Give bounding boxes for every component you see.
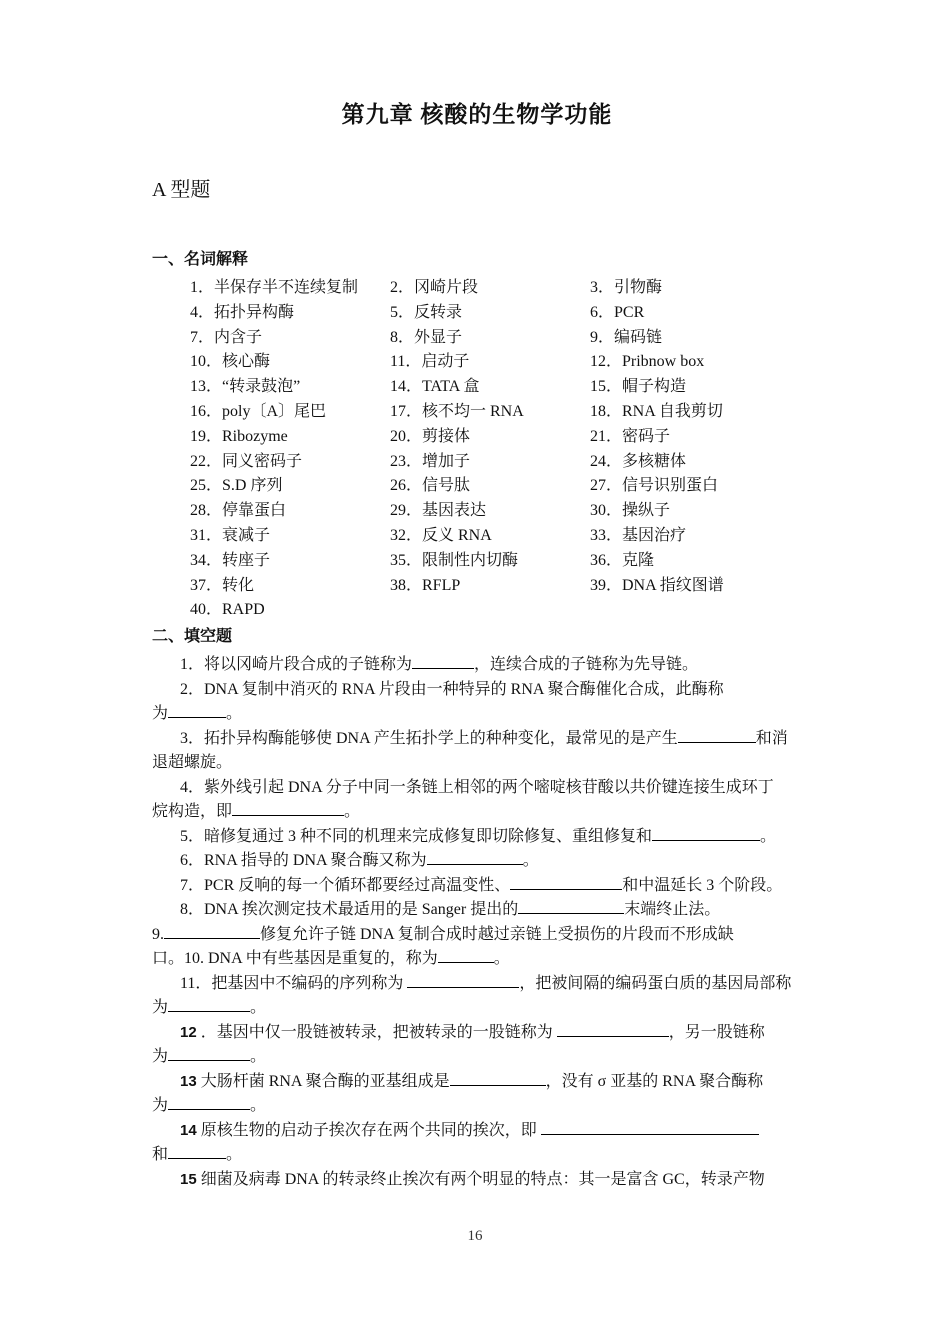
term-item: 19．Ribozyme — [190, 427, 288, 445]
question-text: 为 — [152, 999, 169, 1017]
term-item: 23．增加子 — [390, 452, 471, 470]
blank-line — [652, 826, 760, 841]
question-text: 7．PCR 反响的每一个循环都要经过高温变性、 — [180, 876, 511, 894]
blank-line — [168, 1144, 226, 1159]
section-a-heading: A 型题 — [152, 179, 211, 201]
question-text: 1．将以冈崎片段合成的子链称为 — [180, 656, 413, 674]
term-item: 22．同义密码子 — [190, 452, 303, 470]
question-text: 大肠杆菌 RNA 聚合酶的亚基组成是 — [196, 1072, 450, 1090]
question-text: 。 — [250, 1048, 267, 1066]
term-item: 32．反义 RNA — [390, 526, 492, 544]
question-text: 11．把基因中不编码的序列称为 — [180, 974, 408, 992]
blank-line — [168, 997, 250, 1012]
term-item: 4．拓扑异构酶 — [190, 303, 295, 321]
question-number: 13 — [180, 1072, 197, 1090]
question-item — [152, 923, 802, 972]
question-text: 8．DNA 挨次测定技术最适用的是 Sanger 提出的 — [180, 901, 519, 919]
question-number: 14 — [180, 1121, 197, 1139]
question-item — [152, 972, 802, 1021]
term-item: 30．操纵子 — [590, 502, 671, 520]
question-text: 和 — [152, 1146, 169, 1164]
question-text: 9. — [152, 925, 164, 943]
term-item: 20．剪接体 — [390, 427, 471, 445]
questions-list — [152, 653, 802, 1192]
term-item: 7．内含子 — [190, 328, 263, 346]
question-text: 细菌及病毒 DNA 的转录终止挨次有两个明显的特点：其一是富含 GC，转录产物 — [196, 1170, 765, 1188]
question-text: 。 — [493, 950, 510, 968]
question-text: 退超螺旋。 — [152, 754, 233, 772]
question-text: 6．RNA 指导的 DNA 聚合酶又称为 — [180, 852, 427, 870]
question-item — [152, 898, 802, 923]
term-item: 28．停靠蛋白 — [190, 502, 287, 520]
question-text: 3．拓扑异构酶能够使 DNA 产生拓扑学上的种种变化，最常见的是产生 — [180, 729, 678, 747]
term-item: 26．信号肽 — [390, 477, 471, 495]
question-text: ，另一股链称 — [668, 1023, 765, 1041]
term-item: 2．冈崎片段 — [390, 279, 479, 296]
question-item — [152, 727, 802, 776]
fill-in-blanks-section — [152, 625, 802, 1192]
term-item: 24．多核糖体 — [590, 452, 687, 470]
question-text: 。 — [226, 1146, 243, 1164]
term-item: 39．DNA 指纹图谱 — [590, 576, 724, 594]
question-text: 。 — [250, 1097, 267, 1115]
terms-section — [152, 248, 802, 623]
term-item: 8．外显子 — [390, 328, 463, 346]
term-item: 1．半保存半不连续复制 — [190, 279, 359, 296]
term-item: 11．启动子 — [390, 353, 470, 371]
question-number: 15 — [180, 1170, 197, 1188]
question-item — [152, 874, 802, 899]
question-text: 5．暗修复通过 3 种不同的机理来完成修复即切除修复、重组修复和 — [180, 827, 653, 845]
blank-line — [168, 1095, 250, 1110]
term-item: 15．帽子构造 — [590, 378, 687, 396]
blanks-heading: 二、填空题 — [152, 628, 233, 646]
question-number: 12 — [180, 1023, 197, 1041]
term-item: 10．核心酶 — [190, 353, 271, 371]
question-text: 为 — [152, 705, 169, 723]
question-text: 和消 — [755, 729, 788, 747]
term-item: 9．编码链 — [590, 328, 663, 346]
question-text: ，没有 σ 亚基的 RNA 聚合酶称 — [545, 1072, 764, 1090]
blank-line — [168, 1046, 250, 1061]
question-item — [152, 1168, 802, 1193]
question-text: 口。10. DNA 中有些基因是重复的，称为 — [152, 950, 438, 968]
blank-line — [438, 948, 494, 963]
question-text: 末端终止法。 — [624, 901, 721, 919]
question-item — [152, 776, 802, 825]
question-text: 。 — [250, 999, 267, 1017]
blank-line — [164, 924, 260, 939]
page-number: 16 — [467, 1228, 483, 1244]
question-item — [152, 1070, 802, 1119]
question-item — [152, 1021, 802, 1070]
question-text: 。 — [760, 827, 777, 845]
term-item: 38．RFLP — [390, 576, 461, 594]
question-item — [152, 849, 802, 874]
blank-line — [427, 850, 523, 865]
question-text: 为 — [152, 1097, 169, 1115]
term-item: 36．克隆 — [590, 551, 655, 569]
question-item — [152, 1119, 802, 1168]
question-text: ．基因中仅一股链被转录，把被转录的一股链称为 — [196, 1023, 557, 1041]
term-item: 6．PCR — [590, 303, 645, 321]
term-item: 37．转化 — [190, 576, 255, 594]
term-item: 27．信号识别蛋白 — [590, 477, 719, 495]
question-text: 原核生物的启动子挨次存在两个共同的挨次，即 — [196, 1121, 541, 1139]
question-item — [152, 825, 802, 850]
question-item — [152, 653, 802, 678]
term-item: 31．衰减子 — [190, 526, 271, 544]
question-text: 4．紫外线引起 DNA 分子中同一条链上相邻的两个嘧啶核苷酸以共价键连接生成环丁 — [180, 778, 774, 796]
term-item: 29．基因表达 — [390, 502, 487, 520]
blank-line — [678, 728, 756, 743]
term-item: 18．RNA 自我剪切 — [590, 402, 723, 420]
term-item: 3．引物酶 — [590, 279, 663, 296]
blank-line — [168, 703, 226, 718]
question-text: 烷构造，即 — [152, 803, 233, 821]
term-item: 17．核不均一 RNA — [390, 402, 524, 420]
blank-line — [518, 899, 624, 914]
question-text: 和中温延长 3 个阶段。 — [622, 876, 783, 894]
question-text: ，连续合成的子链称为先导链。 — [474, 656, 699, 674]
question-text: 。 — [344, 803, 361, 821]
term-item: 34．转座子 — [190, 551, 271, 569]
term-item: 5．反转录 — [390, 303, 463, 321]
chapter-title: 第九章 核酸的生物学功能 — [341, 102, 613, 127]
blank-line — [407, 973, 519, 988]
blank-line — [510, 875, 622, 890]
terms-heading: 一、名词解释 — [152, 251, 249, 268]
term-item: 16．poly〔A〕尾巴 — [190, 402, 327, 420]
term-item: 13．“转录鼓泡” — [190, 378, 301, 396]
term-item: 14．TATA 盒 — [390, 378, 480, 396]
term-item: 21．密码子 — [590, 427, 671, 445]
blank-line — [232, 801, 344, 816]
question-text: 2．DNA 复制中消灭的 RNA 片段由一种特异的 RNA 聚合酶催化合成，此酶称 — [180, 680, 724, 698]
blank-line — [412, 654, 474, 669]
question-text: 。 — [522, 852, 539, 870]
term-item: 25．S.D 序列 — [190, 477, 283, 495]
term-item: 12．Pribnow box — [590, 353, 705, 371]
blank-line — [541, 1120, 759, 1135]
blank-line — [450, 1071, 546, 1086]
question-item — [152, 678, 802, 727]
terms-list — [190, 276, 802, 623]
term-item: 33．基因治疗 — [590, 526, 687, 544]
question-text: 为 — [152, 1048, 169, 1066]
term-item: 40．RAPD — [190, 601, 265, 619]
term-item: 35．限制性内切酶 — [390, 551, 519, 569]
question-text: 。 — [226, 705, 243, 723]
question-text: ，把被间隔的编码蛋白质的基因局部称 — [519, 974, 792, 992]
blank-line — [557, 1022, 669, 1037]
question-text: 修复允许子链 DNA 复制合成时越过亲链上受损伤的片段而不形成缺 — [260, 925, 734, 943]
